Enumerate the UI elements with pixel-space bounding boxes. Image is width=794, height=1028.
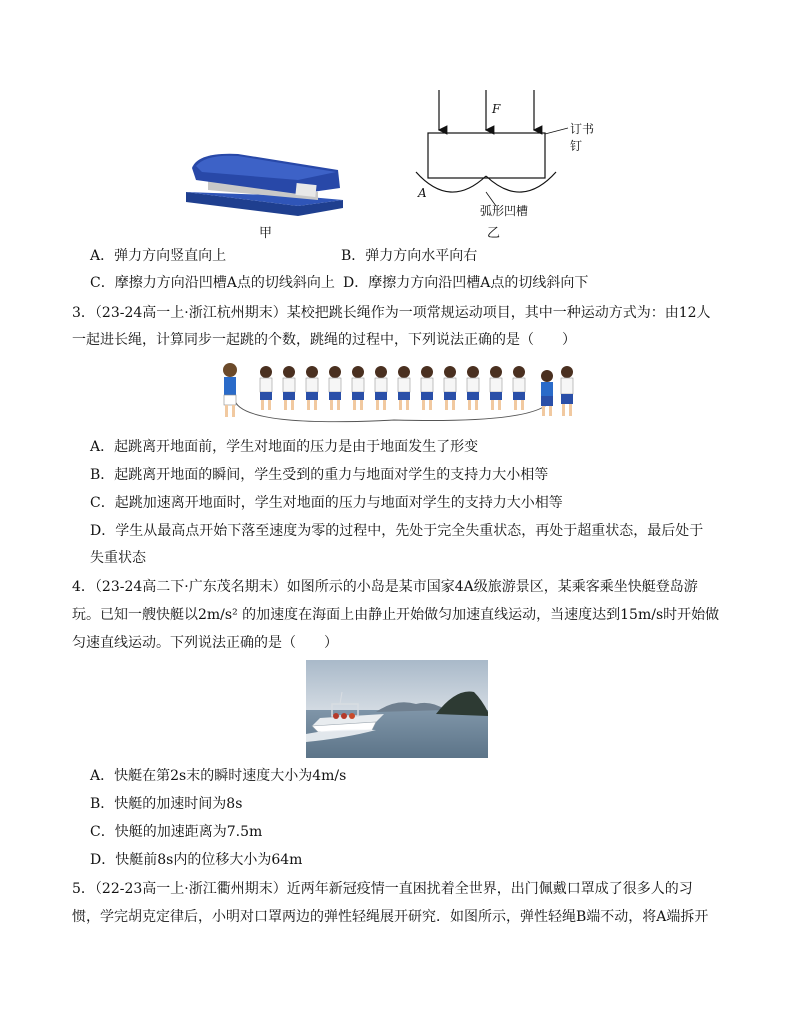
q3-option-a: A．起跳离开地面前，学生对地面的压力是由于地面发生了形变 [90,439,479,455]
jumper-group [260,366,525,410]
q5-stem-line1: 5．（22-23高一上·浙江衢州期末）近两年新冠疫情一直困扰着全世界，出门佩戴口罩成了很多人的习 [72,881,693,897]
figure-caption-yi: 乙 [487,226,501,241]
figure-caption-jia: 甲 [259,226,273,241]
q3-stem-line2: 一起进长绳，计算同步一起跳的个数，跳绳的过程中，下列说法正确的是（ ） [72,332,576,348]
q4-option-c: C．快艇的加速距离为7.5m [90,824,263,840]
q4-option-b: B．快艇的加速时间为8s [90,796,243,812]
q5-stem-line2: 惯，学完胡克定律后，小明对口罩两边的弹性轻绳展开研究．如图所示，弹性轻绳B端不动，将A端拆开 [72,909,709,925]
q3-stem-line1: 3．（23-24高一上·浙江杭州期末）某校把跳长绳作为一项常规运动项目，其中一种运动方式为：由12人 [72,305,711,321]
stapler-image [178,140,348,222]
q2-option-a: A．弹力方向竖直向上 [90,248,227,264]
speedboat-photo [306,660,488,758]
groove-label: 弧形凹槽 [480,204,529,218]
rope-turner-left [223,363,237,417]
q2-option-b: B．弹力方向水平向右 [341,248,478,264]
rope-turner-right [541,366,573,416]
q4-stem-line1: 4．（23-24高二下·广东茂名期末）如图所示的小岛是某市国家4A级旅游景区，某乘客乘坐快艇登岛游 [72,579,698,595]
q4-stem-line3: 匀速直线运动。下列说法正确的是（ ） [72,635,338,651]
stapler-figure [178,140,348,222]
q2-option-c: C．摩擦力方向沿凹槽A点的切线斜向上 [90,275,335,291]
q3-option-d-line2: 失重状态 [90,550,146,566]
q3-option-d-line1: D．学生从最高点开始下落至速度为零的过程中，先处于完全失重状态，再处于超重状态，最后处于 [90,523,704,539]
q4-option-d: D．快艇前8s内的位移大小为64m [90,852,303,868]
force-label: F [492,102,501,116]
q3-option-b: B．起跳离开地面的瞬间，学生受到的重力与地面对学生的支持力大小相等 [90,467,549,483]
staple-label: 订书钉 [570,122,595,153]
force-diagram [410,88,600,218]
q4-option-a: A．快艇在第2s末的瞬时速度大小为4m/s [90,768,347,784]
point-a-label: A [418,186,427,200]
q3-option-c: C．起跳加速离开地面时，学生对地面的压力与地面对学生的支持力大小相等 [90,495,563,511]
jump-rope-figure [214,358,578,424]
q2-option-d: D．摩擦力方向沿凹槽A点的切线斜向下 [343,275,589,291]
staple-body [428,133,545,178]
q4-stem-line2: 玩。已知一艘快艇以2m/s² 的加速度在海面上由静止开始做匀加速直线运动，当速度达到15m/s时开始做 [72,607,720,623]
